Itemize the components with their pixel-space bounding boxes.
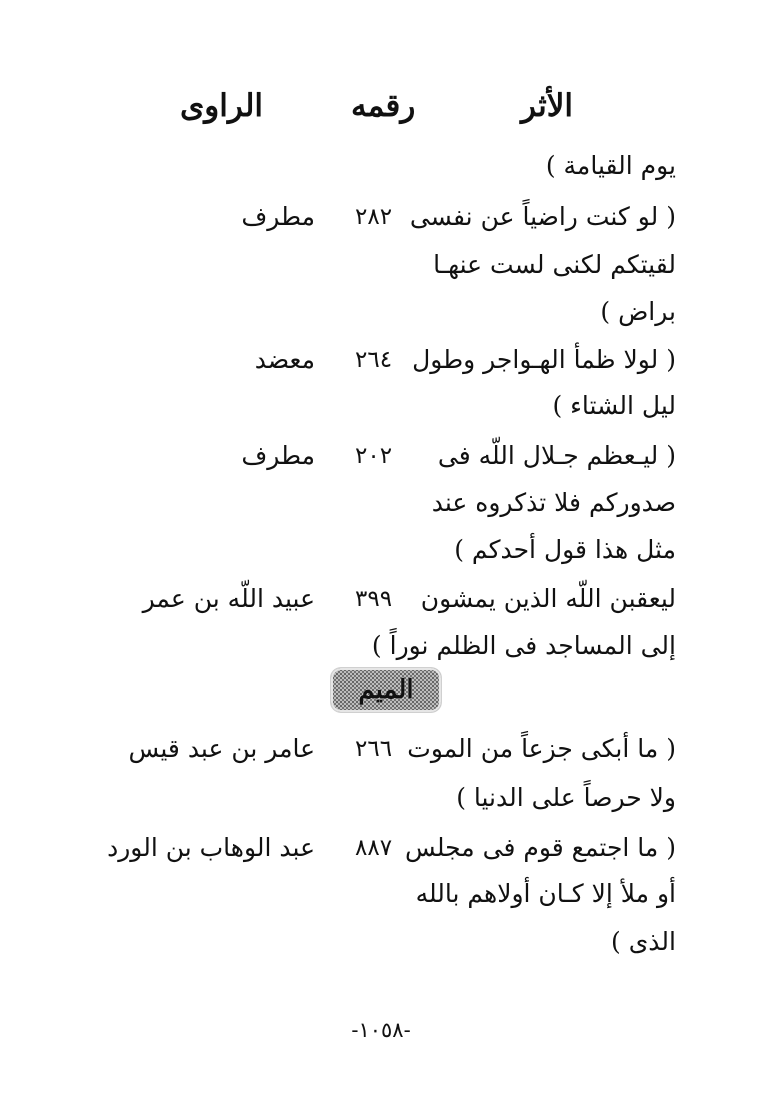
narrator-name: معضد [254, 345, 315, 374]
athar-line: براض ) [600, 297, 676, 326]
column-header-athar: الأثر [521, 88, 574, 124]
athar-line: الذى ) [611, 927, 676, 956]
column-header-rawi: الراوى [180, 88, 264, 124]
athar-line: ولا حرصاً على الدنيا ) [456, 783, 676, 812]
athar-line: لقيتكم لكنى لست عنهـا [433, 250, 676, 279]
athar-number: ٢٨٢ [355, 204, 393, 230]
athar-line: ( ما اجتمع قوم فى مجلس [404, 833, 676, 862]
athar-line: ( ما أبكى جزعاً من الموت [407, 734, 676, 763]
narrator-name: عبد الوهاب بن الورد [107, 833, 315, 862]
athar-line: ليعقبن اللّه الذين يمشون [420, 584, 676, 613]
athar-line: ( لولا ظمأ الهـواجر وطول [412, 345, 676, 374]
athar-number: ٣٩٩ [355, 586, 393, 612]
athar-number: ٨٨٧ [355, 835, 393, 861]
athar-line: إلى المساجد فى الظلم نوراً ) [371, 631, 676, 660]
athar-line: ليل الشتاء ) [552, 391, 676, 420]
column-header-raqm: رقمه [351, 88, 416, 124]
narrator-name: عبيد اللّه بن عمر [142, 584, 315, 613]
narrator-name: عامر بن عبد قيس [128, 734, 315, 763]
section-heading-badge [331, 668, 441, 712]
athar-line: يوم القيامة ) [545, 151, 676, 180]
narrator-name: مطرف [241, 202, 315, 231]
page-number: -١٠٥٨- [351, 1018, 411, 1042]
narrator-name: مطرف [241, 441, 315, 470]
athar-line: مثل هذا قول أحدكم ) [454, 535, 676, 564]
athar-line: ( لو كنت راضياً عن نفسى [409, 202, 676, 231]
athar-line: صدوركم فلا تذكروه عند [431, 488, 676, 517]
section-heading-text: الميم [358, 675, 414, 705]
athar-line: أو ملأ إلا كـان أولاهم بالله [415, 879, 676, 908]
athar-line: ( ليـعظم جـلال اللّه فى [437, 441, 676, 470]
athar-number: ٢٦٤ [355, 347, 393, 373]
athar-number: ٢٦٦ [355, 736, 393, 762]
athar-number: ٢٠٢ [355, 443, 393, 469]
